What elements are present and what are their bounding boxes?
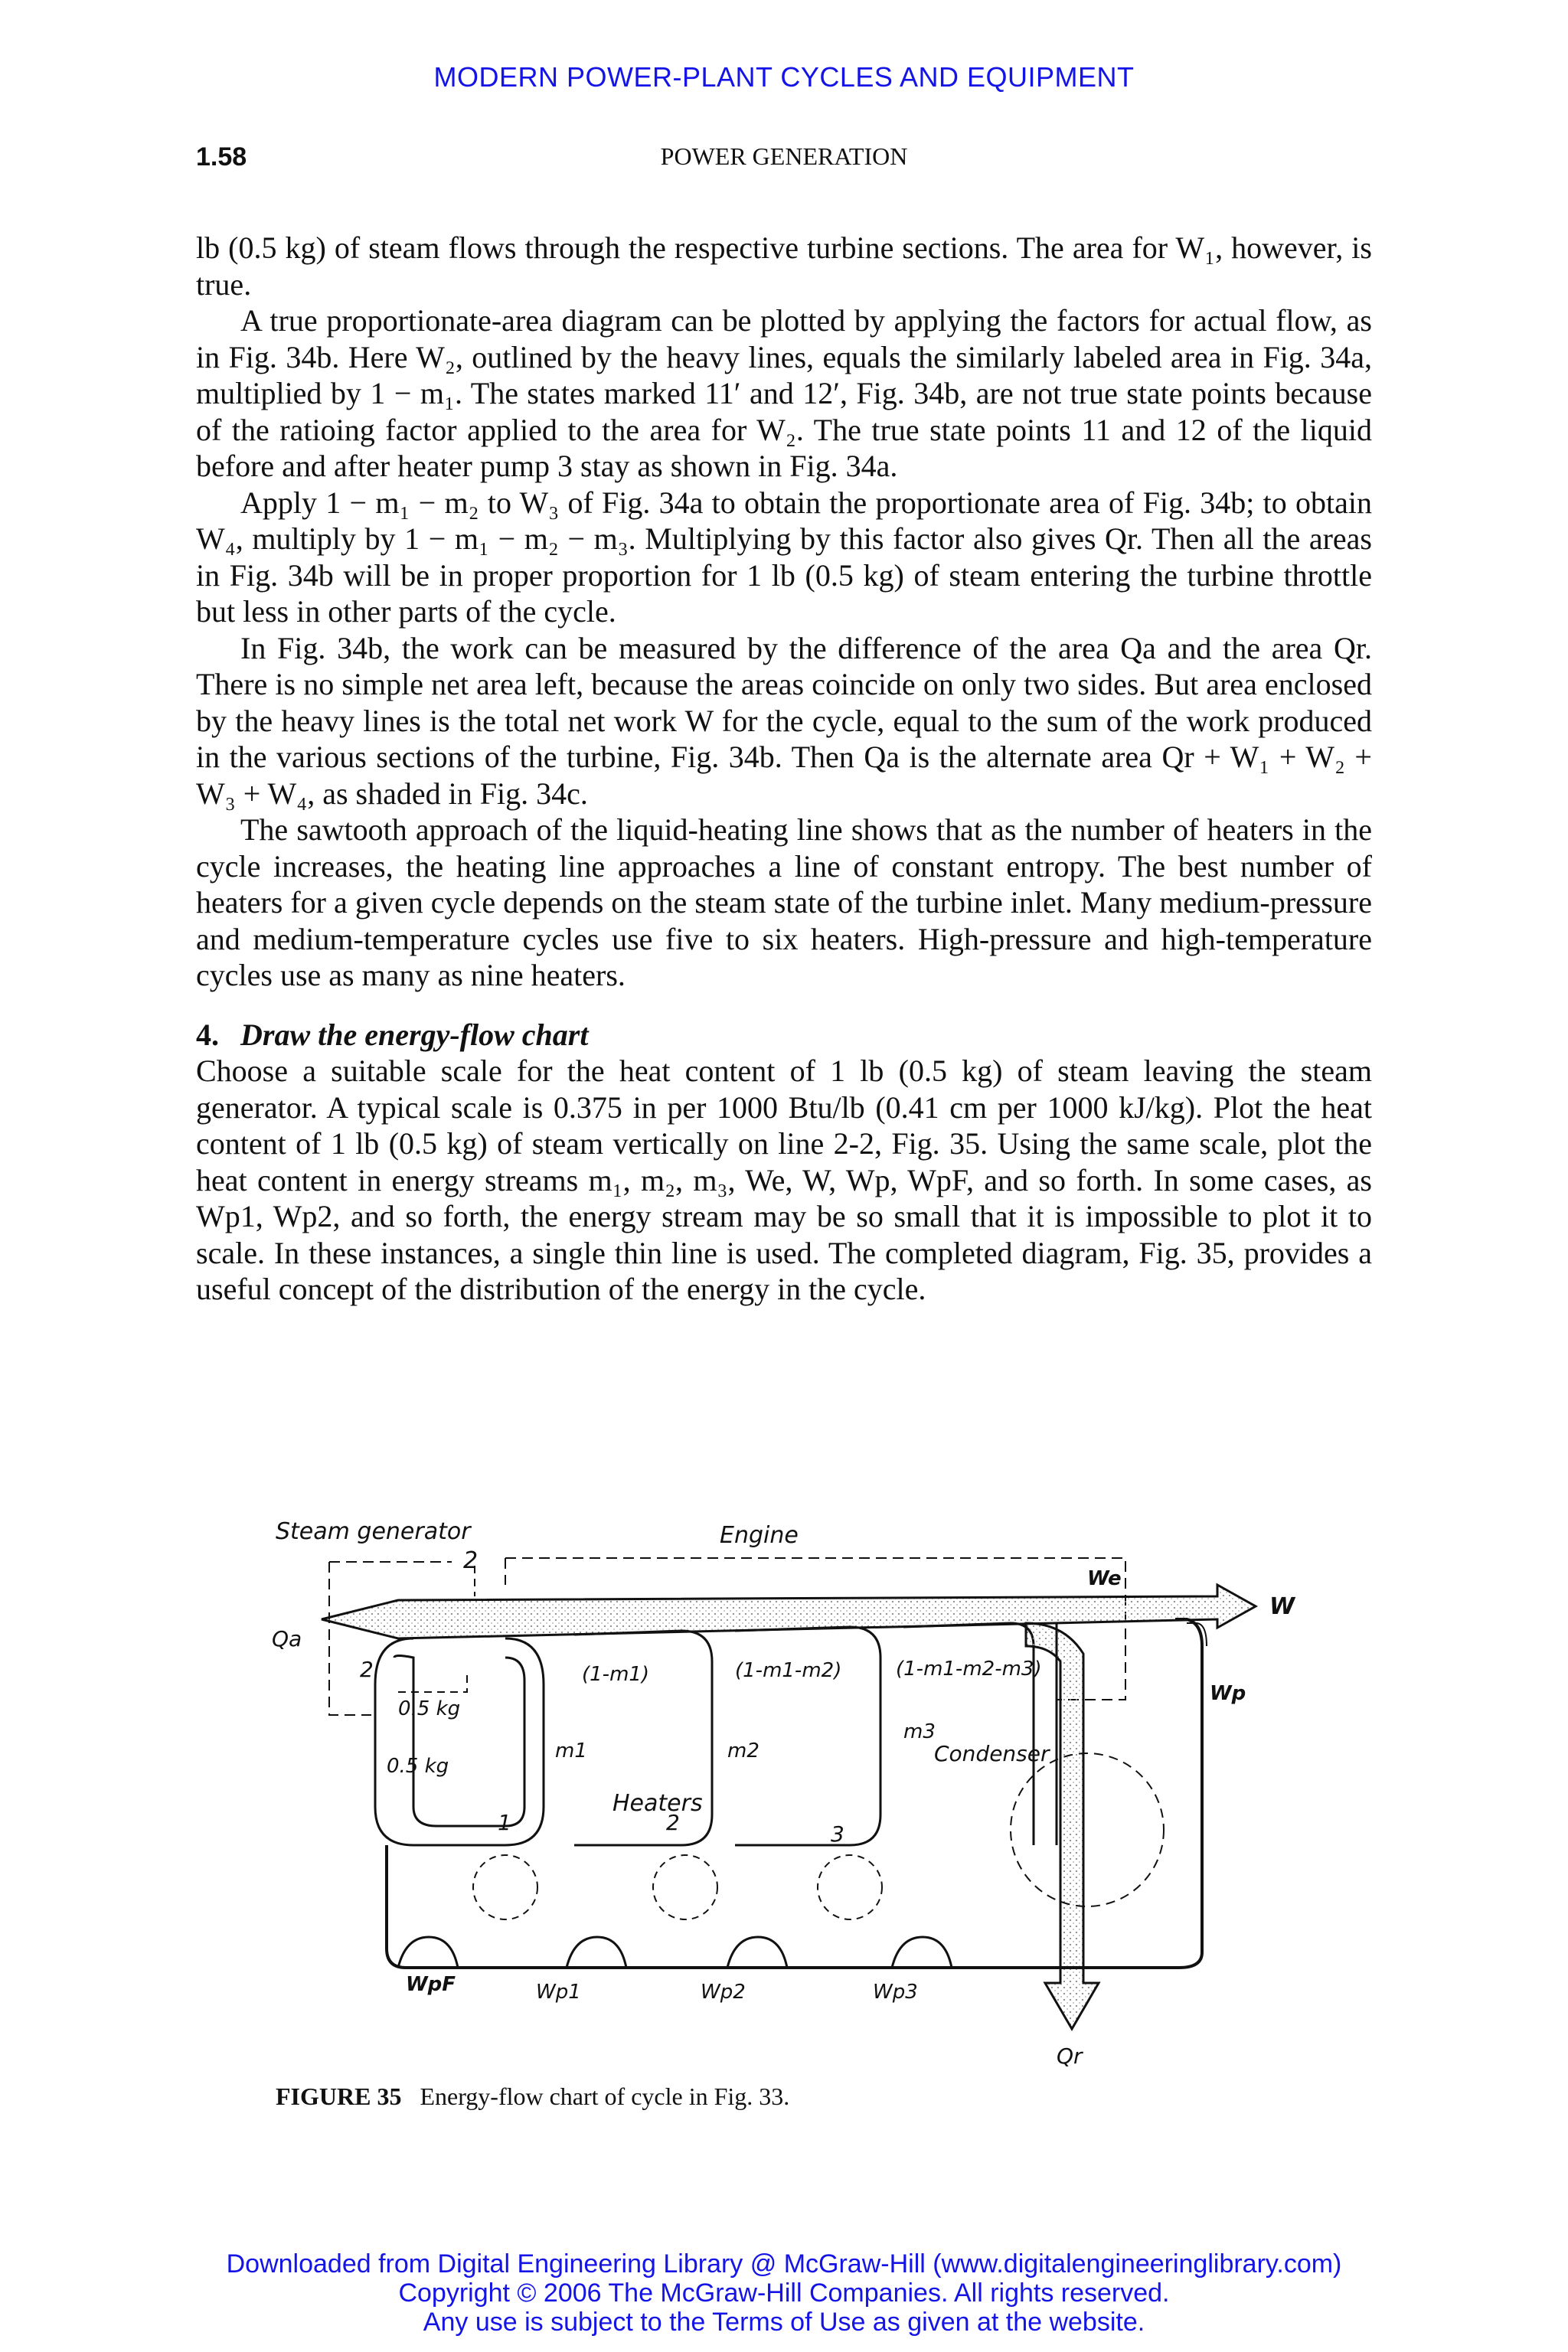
footer-download-line[interactable]: Downloaded from Digital Engineering Library @ McGraw-Hill (www.digitalengineeringlibrary.com): [226, 2249, 1342, 2278]
main-steam-band: [322, 1585, 1256, 1638]
flow-factor-3: (1-m1-m2-m3): [896, 1658, 1042, 1681]
flow-factor-1: (1-m1): [582, 1663, 650, 1686]
wp2-label: Wp2: [701, 1981, 746, 2004]
footer: [0, 2249, 1568, 2337]
heater-1-label: 1: [498, 1810, 511, 1835]
qa-label: Qa: [272, 1626, 302, 1651]
steam-generator-label: Steam generator: [276, 1518, 471, 1545]
qr-label: Qr: [1057, 2043, 1083, 2069]
flow-factor-2: (1-m1-m2): [735, 1659, 842, 1682]
energy-flow-chart: [260, 1508, 1348, 2090]
wp3-label: Wp3: [873, 1981, 918, 2004]
heater-2-label: 2: [666, 1810, 680, 1835]
m1-label: m1: [555, 1740, 587, 1762]
paragraph: The sawtooth approach of the liquid-heating line shows that as the number of heaters in the cycle increases, the heating line approaches a line of constant entropy. The best number of heaters for a given cycle depends on the steam state of the turbine inlet. Many medium-pressure and medium-temperature cycles use five to six heaters. High-pressure and high-temperature cycles use as many as nine heaters.: [196, 812, 1372, 992]
kg-bottom-label: 0.5 kg: [387, 1755, 449, 1778]
wp1-label: Wp1: [536, 1981, 581, 2004]
kg-top-label: 0.5 kg: [398, 1697, 461, 1720]
pump-humps: [398, 1937, 952, 1968]
m2-label: m2: [727, 1740, 760, 1762]
line-2-bottom-label: 2: [360, 1657, 374, 1682]
wp-label: Wp: [1210, 1682, 1246, 1705]
step-heading: [196, 1017, 1372, 1054]
line-2-top-label: 2: [463, 1547, 479, 1574]
heater-circles: [473, 1855, 882, 1919]
step-paragraph: Choose a suitable scale for the heat content of 1 lb (0.5 kg) of steam leaving the steam generator. A typical scale is 0.375 in per 1000 Btu/lb (0.41 cm per 1000 kJ/kg). Plot the heat content of 1 lb (0.5 kg) of steam vertically on line 2-2, Fig. 35. Using the same scale, plot the heat content in energy streams m₁, m₂, m₃, We, W, Wp, WpF, and so forth. In some cases, as Wp1, Wp2, and so forth, the energy stream may be so small that it is impossible to plot it to scale. In these instances, a single thin line is used. The completed diagram, Fig. 35, provides a useful concept of the distribution of the energy in the cycle.: [196, 1054, 1372, 1306]
body-text: [196, 230, 1372, 1308]
paragraph: Apply 1 − m₁ − m₂ to W₃ of Fig. 34a to obtain the proportionate area of Fig. 34b; to obtain W₄, multiply by 1 − m₁ − m₂ − m₃. Multiplying by this factor also gives Qr. Then all the areas in Fig. 34b will be in proper proportion for 1 lb (0.5 kg) of steam entering the turbine throttle but less in other parts of the cycle.: [196, 485, 1372, 629]
footer-terms-line: Any use is subject to the Terms of Use as given at the website.: [423, 2308, 1145, 2337]
running-header: MODERN POWER-PLANT CYCLES AND EQUIPMENT: [433, 61, 1135, 93]
energy-flow-diagram: [260, 1508, 1348, 2090]
step-number: 4.: [196, 1017, 219, 1052]
heater-loops: [375, 1623, 1057, 1845]
figure-caption-label: FIGURE 35: [276, 2082, 402, 2110]
step-title: Draw the energy-flow chart: [240, 1017, 589, 1052]
wpf-label: WpF: [406, 1973, 456, 1996]
footer-copyright-line: Copyright © 2006 The McGraw-Hill Companies. All rights reserved.: [398, 2278, 1170, 2308]
figure-caption-text: Energy-flow chart of cycle in Fig. 33.: [420, 2082, 790, 2110]
w-label: W: [1269, 1593, 1295, 1620]
we-label: We: [1087, 1567, 1122, 1590]
condenser-label: Condenser: [934, 1741, 1050, 1766]
paragraph: In Fig. 34b, the work can be measured by the difference of the area Qa and the area Qr. There is no simple net area left, because the areas coincide on only two sides. But area enclosed by the heavy lines is the total net work W for the cycle, equal to the sum of the work produced in the various sections of the turbine, Fig. 34b. Then Qa is the alternate area Qr + W₁ + W₂ + W₃ + W₄, as shaded in Fig. 34c.: [196, 630, 1372, 811]
heater-3-label: 3: [831, 1821, 844, 1847]
paragraph: lb (0.5 kg) of steam flows through the respective turbine sections. The area for W₁, however, is true.: [196, 230, 1372, 302]
engine-label: Engine: [720, 1522, 799, 1549]
section-title: POWER GENERATION: [660, 142, 908, 170]
paragraph: A true proportionate-area diagram can be plotted by applying the factors for actual flow, as in Fig. 34b. Here W₂, outlined by the heavy lines, equals the similarly labeled area in Fig. 34a, multiplied by 1 − m₁. The states marked 11′ and 12′, Fig. 34b, are not true state points because of the ratioing factor applied to the area for W₂. The true state points 11 and 12 of the liquid before and after heater pump 3 stay as shown in Fig. 34a.: [196, 303, 1372, 483]
page-number: 1.58: [196, 142, 247, 172]
figure-caption: [276, 2082, 789, 2111]
heaters-label: Heaters: [612, 1790, 703, 1817]
m3-label: m3: [903, 1720, 936, 1743]
